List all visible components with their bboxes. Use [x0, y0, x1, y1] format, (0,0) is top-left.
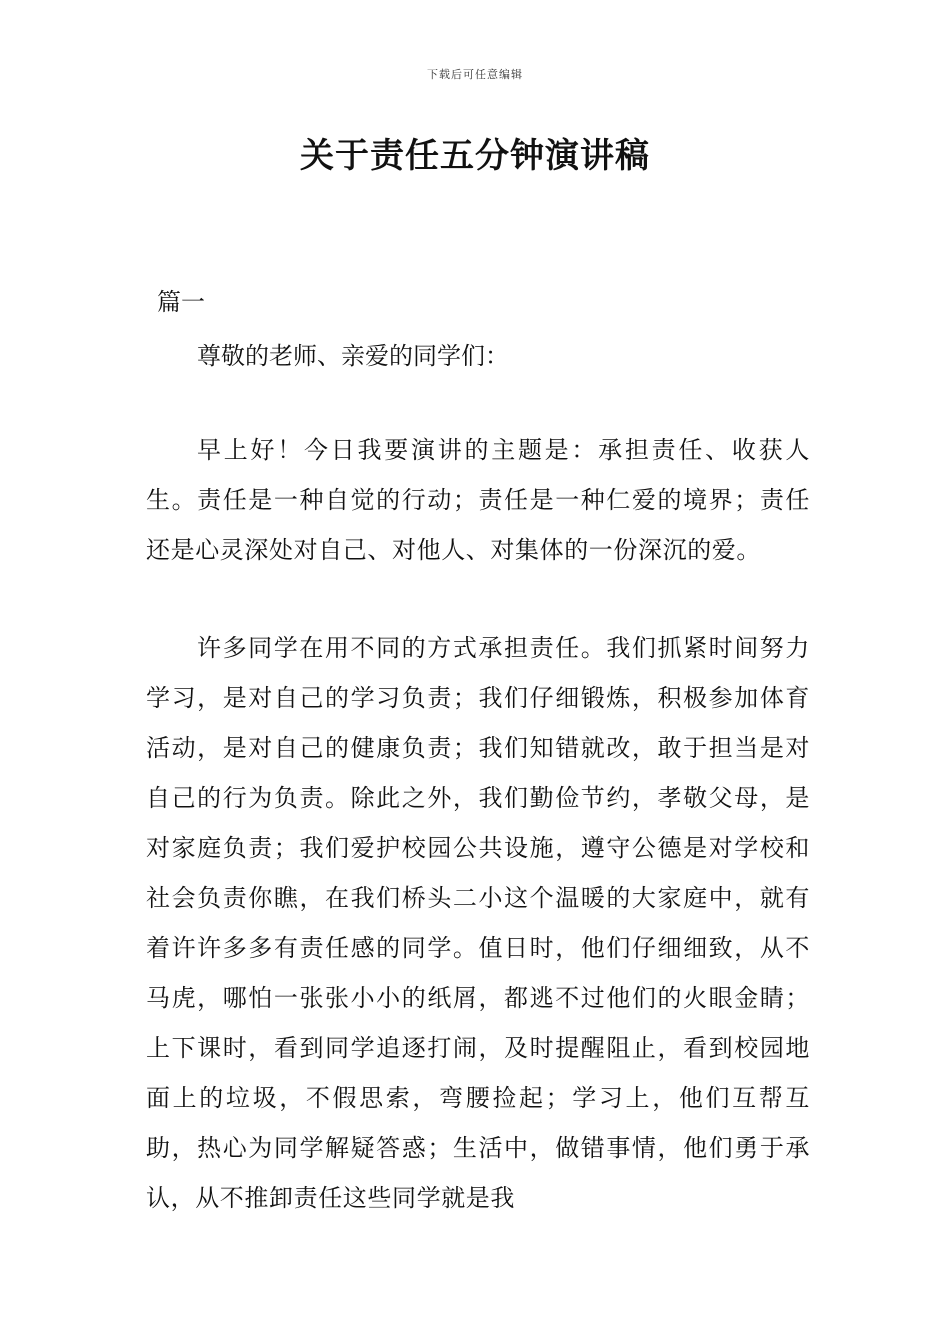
header-note: 下载后可任意编辑 [427, 68, 523, 81]
body-paragraph: 许多同学在用不同的方式承担责任。我们抓紧时间努力学习，是对自己的学习负责；我们仔细锻炼，积极参加体育活动，是对自己的健康负责；我们知错就改，敢于担当是对自己的行为负责。除此之外，我们勤俭节约，孝敬父母，是对家庭负责；我们爱护校园公共设施，遵守公德是对学校和社会负责你瞧，在我们桥头二小这个温暖的大家庭中，就有着许许多多有责任感的同学。值日时，他们仔细细致，从不马虎，哪怕一张张小小的纸屑，都逃不过他们的火眼金睛；上下课时，看到同学追逐打闹，及时提醒阻止，看到校园地面上的垃圾，不假思索，弯腰捡起；学习上，他们互帮互助，热心为同学解疑答惑；生活中，做错事情，他们勇于承认，从不推卸责任这些同学就是我 [146, 634, 810, 1212]
document-title: 关于责任五分钟演讲稿 [300, 136, 650, 176]
salutation: 尊敬的老师、亲爱的同学们： [197, 342, 509, 370]
body-paragraph: 早上好！今日我要演讲的主题是：承担责任、收获人生。责任是一种自觉的行动；责任是一种仁爱的境界；责任还是心灵深处对自己、对他人、对集体的一份深沉的爱。 [146, 436, 810, 564]
section-label: 篇一 [157, 288, 205, 316]
